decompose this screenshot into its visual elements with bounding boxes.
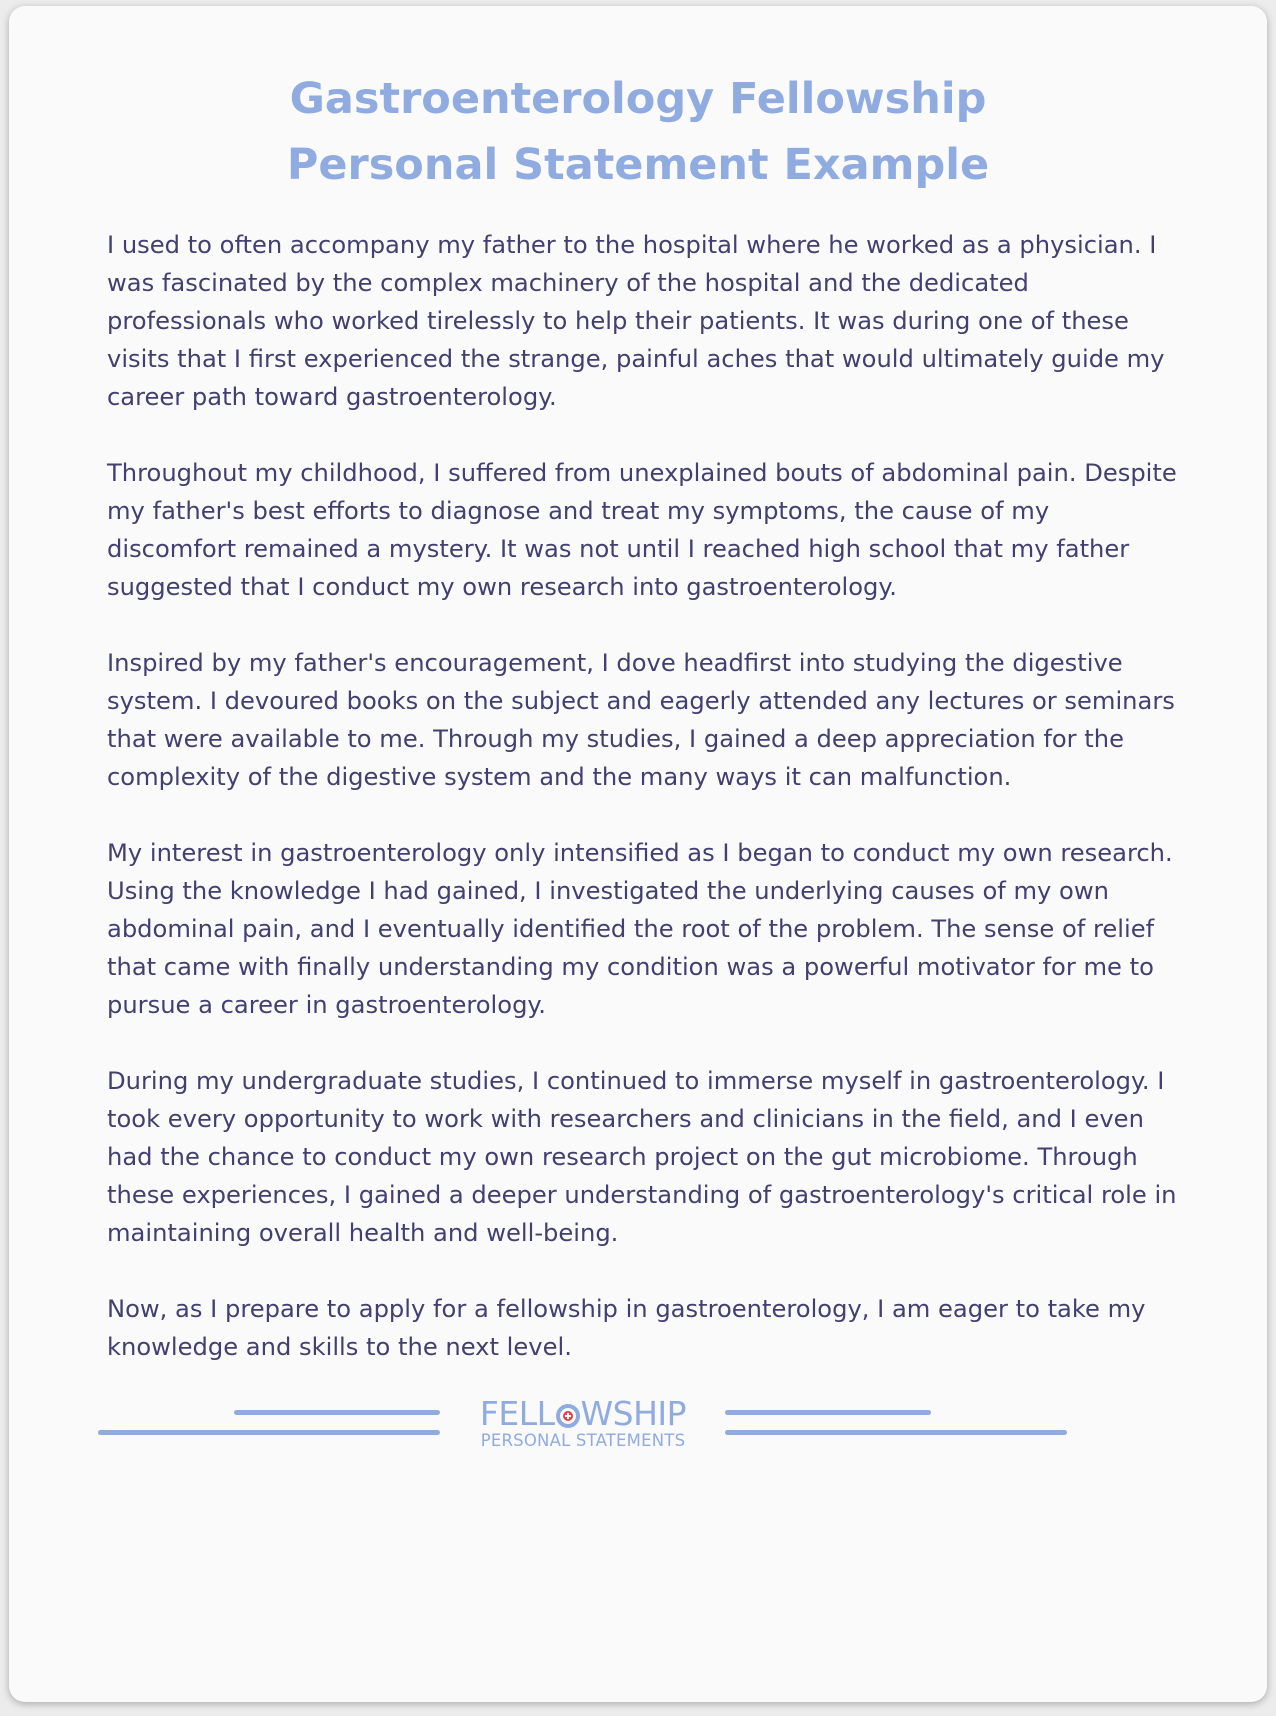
document-page (9, 6, 1267, 1702)
page-title-line-2: Personal Statement Example (286, 140, 990, 190)
paragraph: My interest in gastroenterology only intensified as I began to conduct my own research. Using the knowledge I had gained, I investigated the underlying causes of my own abdominal pain, and I eventually identified the root of the problem. The sense of relief that came with finally understanding my condition was a powerful motivator for me to pursue a career in gastroenterology. (107, 839, 1173, 1019)
footer-divider-right-lower (725, 1430, 1067, 1435)
paragraph: Now, as I prepare to apply for a fellowship in gastroenterology, I am eager to take my knowledge and skills to the next level. (107, 1295, 1146, 1361)
medical-cross-icon (556, 1404, 580, 1428)
fellowship-logo (423, 1396, 743, 1450)
paragraph: Throughout my childhood, I suffered from unexplained bouts of abdominal pain. Despite my father's best efforts to diagnose and treat my symptoms, the cause of my discomfort remained a mystery. It was not until I reached high school that my father suggested that I conduct my own research into gastroenterology. (107, 459, 1177, 601)
page-title-line-1: Gastroenterology Fellowship (289, 74, 987, 124)
paragraph: I used to often accompany my father to the hospital where he worked as a physician. I was fascinated by the complex machinery of the hospital and the dedicated professionals who worked tirelessly to help their patients. It was during one of these visits that I first experienced the strange, painful aches that would ultimately guide my career path toward gastroenterology. (107, 231, 1165, 411)
footer-divider-left-upper (234, 1410, 440, 1415)
footer-divider-right-upper (725, 1410, 931, 1415)
paragraph: Inspired by my father's encouragement, I dove headfirst into studying the digestive system. I devoured books on the subject and eagerly attended any lectures or seminars that were available to me. Through my studies, I gained a deep appreciation for the complexity of the digestive system and the many ways it can malfunction. (107, 649, 1175, 791)
logo-tagline: PERSONAL STATEMENTS (480, 1431, 686, 1450)
statement-body (107, 226, 1182, 1404)
paragraph: During my undergraduate studies, I continued to immerse myself in gastroenterology. I took every opportunity to work with researchers and clinicians in the field, and I even had the chance to conduct my own research project on the gut microbiome. Through these experiences, I gained a deeper understanding of gastroenterology's critical role in maintaining overall health and well-being. (107, 1067, 1177, 1247)
logo-wordmark-end: WSHIP (580, 1394, 687, 1433)
footer-divider-left-lower (98, 1430, 440, 1435)
page-title (9, 66, 1267, 198)
logo-wordmark (423, 1396, 743, 1432)
logo-wordmark-start: FELL (479, 1394, 555, 1433)
